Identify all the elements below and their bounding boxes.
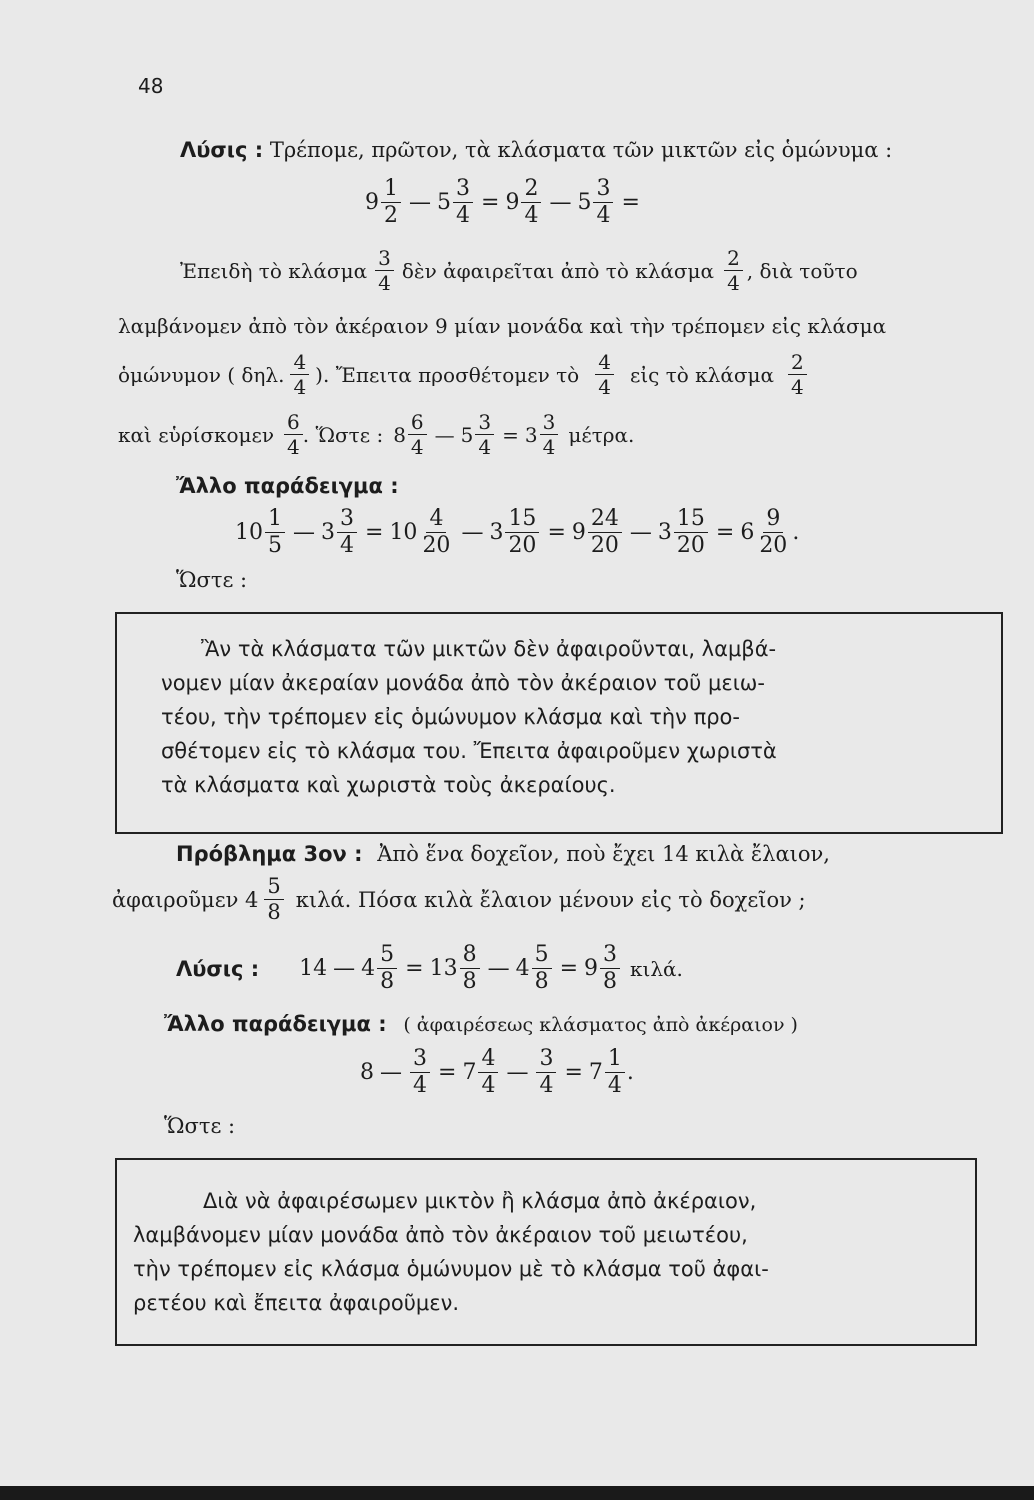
paragraph-1-line-2: λαμβάνομεν ἀπὸ τὸν ἀκέραιον 9 μίαν μονάδα καὶ τὴν τρέπομεν εἰς κλάσμα <box>118 314 887 338</box>
problem-label: Πρόβλημα 3ον : <box>176 842 363 866</box>
unit-text: κιλά. <box>630 956 683 981</box>
fraction: $\frac{5}{8}$ <box>532 944 552 993</box>
whole-number: 9 <box>505 190 520 215</box>
unit-text: μέτρα. <box>568 422 635 447</box>
fraction: $\frac{3}{4}$ <box>337 508 357 557</box>
example-2-label: Ἄλλο παράδειγμα : <box>164 1012 387 1036</box>
equals-sign: = <box>564 1060 583 1085</box>
whole-number: 14 <box>299 956 328 981</box>
problem-line-2 <box>112 876 806 923</box>
equals-sign: = <box>502 422 519 447</box>
text: καὶ εὑρίσκομεν <box>118 422 275 447</box>
oste-1: Ὥστε : <box>176 568 248 592</box>
whole-number: 9 <box>584 956 599 981</box>
rule-box-1 <box>115 612 1003 834</box>
rule-line: τὴν τρέπομεν εἰς κλάσμα ὁμώνυμον μὲ τὸ κλάσμα τοῦ ἀφαι- <box>133 1257 769 1281</box>
text: , διὰ τοῦτο <box>746 258 858 283</box>
equals-sign: = <box>365 520 384 545</box>
equals-sign: = <box>559 956 579 981</box>
whole-number: 7 <box>588 1060 603 1085</box>
paragraph-1-line-3 <box>118 352 807 397</box>
fraction: $\frac{4}{20}$ <box>422 506 451 558</box>
fraction: $\frac{3}{4}$ <box>475 412 494 457</box>
fraction: $\frac{3}{4}$ <box>536 1048 556 1097</box>
text: ἀφαιροῦμεν 4 <box>112 887 259 912</box>
fraction: $\frac{3}{4}$ <box>375 248 394 293</box>
minus-sign: — <box>293 520 315 545</box>
period: . <box>792 520 800 545</box>
whole-number: 8 <box>360 1060 374 1085</box>
whole-number: 4 <box>515 956 530 981</box>
rule-line: Διὰ νὰ ἀφαιρέσωμεν μικτὸν ἢ κλάσμα ἀπὸ ἀκέραιον, <box>203 1189 757 1213</box>
fraction: $\frac{3}{4}$ <box>540 412 559 457</box>
equals-sign: = <box>481 190 500 215</box>
text: εἰς τὸ κλάσμα <box>629 362 775 387</box>
solution-text: Τρέπομε, πρῶτον, τὰ κλάσματα τῶν μικτῶν εἰς ὁμώνυμα : <box>269 138 893 162</box>
text: ὁμώνυμον ( δηλ. <box>118 362 285 387</box>
minus-sign: — <box>549 190 572 215</box>
text: κιλά. Πόσα κιλὰ ἔλαιον μένουν εἰς τὸ δοχεῖον ; <box>295 887 806 912</box>
period: . <box>626 1060 634 1085</box>
fraction: $\frac{2}{4}$ <box>521 178 541 227</box>
equals-sign: = <box>438 1060 457 1085</box>
whole-number: 5 <box>437 190 451 215</box>
fraction: $\frac{6}{4}$ <box>408 412 427 457</box>
paragraph-1-line-1 <box>180 248 858 293</box>
whole-number: 5 <box>577 190 592 215</box>
whole-number: 4 <box>361 956 376 981</box>
whole-number: 8 <box>393 422 406 447</box>
solution-intro <box>180 138 892 162</box>
fraction: $\frac{1}{5}$ <box>265 508 285 557</box>
problem-line-1 <box>176 842 830 866</box>
whole-number: 3 <box>657 520 672 545</box>
example-1-label: Ἄλλο παράδειγμα : <box>176 474 399 498</box>
fraction: $\frac{8}{8}$ <box>460 944 480 993</box>
minus-sign: — <box>333 956 356 981</box>
fraction: $\frac{4}{4}$ <box>478 1048 498 1097</box>
equals-sign: = <box>621 190 640 215</box>
fraction: $\frac{2}{4}$ <box>724 248 743 293</box>
rule-line: σθέτομεν εἰς τὸ κλάσμα του. Ἔπειτα ἀφαιροῦμεν χωριστὰ <box>161 739 777 763</box>
equation-2 <box>235 508 799 557</box>
page-bottom-edge <box>0 1486 1034 1500</box>
equation-4 <box>360 1048 634 1097</box>
rule-box-2 <box>115 1158 977 1346</box>
paragraph-1-line-4 <box>118 412 634 457</box>
example-2-note: ( ἀφαιρέσεως κλάσματος ἀπὸ ἀκέραιον ) <box>403 1014 798 1036</box>
whole-number: 3 <box>524 422 538 447</box>
problem-text: Ἀπὸ ἕνα δοχεῖον, ποὺ ἔχει 14 κιλὰ ἔλαιον, <box>377 842 830 866</box>
whole-number: 9 <box>365 190 379 215</box>
rule-line: τέου, τὴν τρέπομεν εἰς ὁμώνυμον κλάσμα καὶ τὴν προ- <box>161 705 740 729</box>
rule-line: ρετέου καὶ ἔπειτα ἀφαιροῦμεν. <box>133 1291 460 1315</box>
whole-number: 3 <box>321 520 335 545</box>
minus-sign: — <box>487 956 510 981</box>
whole-number: 5 <box>460 422 474 447</box>
solution-label: Λύσις : <box>180 138 264 162</box>
equation-1 <box>365 178 646 227</box>
whole-number: 7 <box>462 1060 477 1085</box>
fraction: $\frac{9}{20}$ <box>759 506 788 558</box>
minus-sign: — <box>629 520 652 545</box>
fraction: $\frac{15}{20}$ <box>674 508 708 557</box>
whole-number: 10 <box>389 520 418 545</box>
fraction: $\frac{5}{8}$ <box>377 944 397 993</box>
fraction: $\frac{1}{4}$ <box>605 1048 625 1097</box>
solution-2 <box>176 944 683 993</box>
fraction: $\frac{3}{4}$ <box>410 1048 430 1097</box>
minus-sign: — <box>461 520 484 545</box>
text: . Ὥστε : <box>302 422 384 447</box>
rule-line: λαμβάνομεν μίαν μονάδα ἀπὸ τὸν ἀκέραιον τοῦ μειωτέου, <box>133 1223 748 1247</box>
fraction: $\frac{15}{20}$ <box>505 508 539 557</box>
whole-number: 13 <box>429 956 458 981</box>
equals-sign: = <box>405 956 424 981</box>
minus-sign: — <box>506 1060 529 1085</box>
whole-number: 3 <box>489 520 504 545</box>
fraction: $\frac{1}{2}$ <box>381 178 401 227</box>
fraction: $\frac{24}{20}$ <box>588 508 622 557</box>
rule-line: νομεν μίαν ἀκεραίαν μονάδα ἀπὸ τὸν ἀκέραιον τοῦ μειω- <box>161 671 765 695</box>
minus-sign: — <box>434 422 455 447</box>
minus-sign: — <box>380 1060 402 1085</box>
fraction: $\frac{3}{4}$ <box>453 178 473 227</box>
fraction: $\frac{3}{4}$ <box>593 178 613 227</box>
fraction: $\frac{4}{4}$ <box>595 352 614 397</box>
minus-sign: — <box>409 190 431 215</box>
solution-label: Λύσις : <box>176 956 260 981</box>
whole-number: 6 <box>740 520 755 545</box>
equals-sign: = <box>715 520 735 545</box>
rule-1-text <box>161 632 777 802</box>
fraction: $\frac{2}{4}$ <box>788 352 807 397</box>
rule-2-text <box>133 1184 769 1320</box>
example-2-line <box>164 1012 798 1036</box>
rule-line: Ἂν τὰ κλάσματα τῶν μικτῶν δὲν ἀφαιροῦνται, λαμβά- <box>201 637 777 661</box>
whole-number: 10 <box>235 520 263 545</box>
rule-line: τὰ κλάσματα καὶ χωριστὰ τοὺς ἀκεραίους. <box>161 773 616 797</box>
fraction: $\frac{6}{4}$ <box>284 412 303 457</box>
fraction: $\frac{3}{8}$ <box>600 944 620 993</box>
text: ). Ἔπειτα προσθέτομεν τὸ <box>315 362 580 387</box>
fraction: $\frac{5}{8}$ <box>264 876 283 923</box>
oste-2: Ὥστε : <box>164 1114 236 1138</box>
page-number: 48 <box>138 74 164 98</box>
whole-number: 9 <box>571 520 586 545</box>
text: Ἐπειδὴ τὸ κλάσμα <box>180 258 368 283</box>
equals-sign: = <box>547 520 566 545</box>
fraction: $\frac{4}{4}$ <box>290 352 309 397</box>
text: δὲν ἀφαιρεῖται ἀπὸ τὸ κλάσμα <box>401 258 715 283</box>
